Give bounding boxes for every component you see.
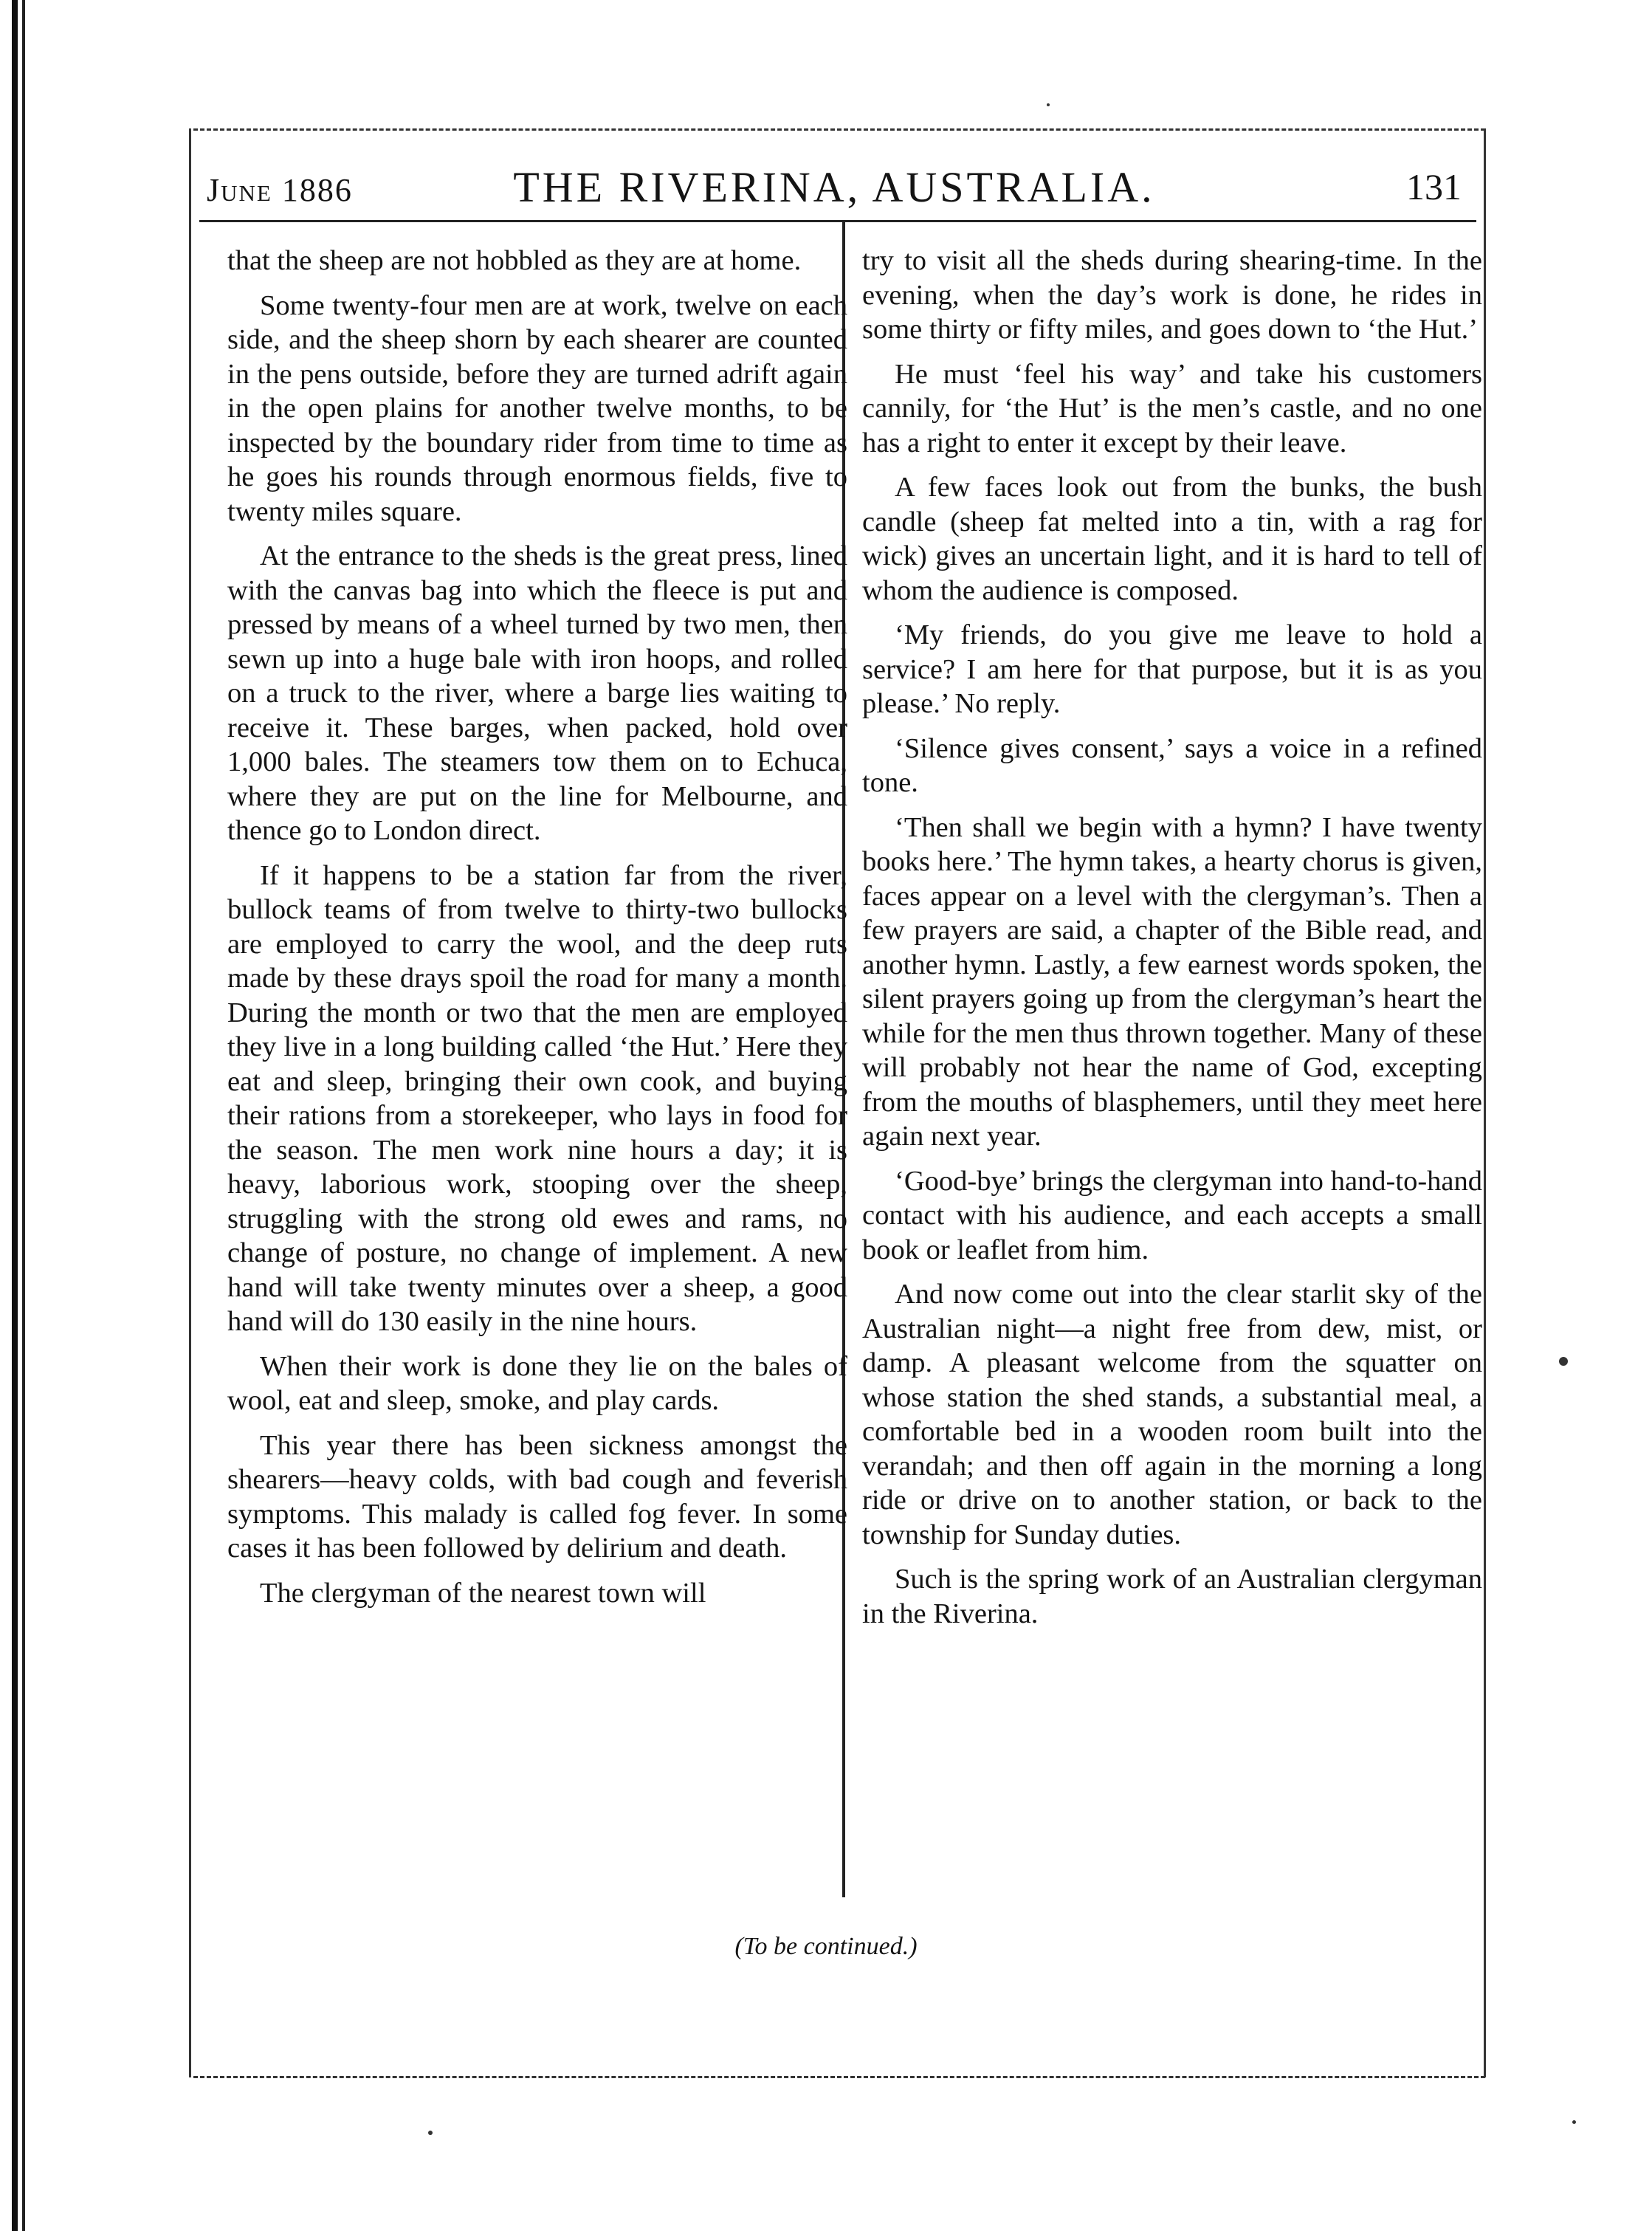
paragraph: ‘Good-bye’ brings the clergyman into hand-to-hand contact with his audience, and each accepts a small book or leaflet from him. (862, 1165, 1482, 1265)
paragraph: If it happens to be a station far from the river, bullock teams of from twelve to thirty-two bullocks are employed to carry the wool, and the deep ruts made by these drays spoil the road for many a month. During the month or two that the men are employed they live in a long building called ‘the Hut.’ Here they eat and sleep, bringing their own cook, and buying their rations from a storekeeper, who lays in food for the season. The men work nine hours a day; it is heavy, laborious work, stooping over the sheep, struggling with the strong old ewes and rams, no change of posture, no change of implement. A new hand will take twenty minutes over a sheep, a good hand will do 130 easily in the nine hours. (227, 859, 847, 1337)
page-frame-right (1484, 128, 1486, 2077)
page-frame-top (193, 128, 1485, 131)
paragraph: Some twenty-four men are at work, twelve on each side, and the sheep shorn by each shearer are counted in the pens outside, before they are turned adrift again in the open plains for another twelve months, to be inspected by the boundary rider from time to time as he goes his rounds through enormous fields, five to twenty miles square. (227, 289, 847, 527)
header-date: June 1886 (207, 172, 353, 208)
paragraph: The clergyman of the nearest town will (260, 1577, 706, 1609)
paragraph: A few faces look out from the bunks, the bush candle (sheep fat melted into a tin, with a rag for wick) gives an uncertain light, and it is hard to tell of whom the audience is composed. (862, 472, 1482, 606)
continuation-note: (To be continued.) (734, 1933, 918, 1960)
binding-edge (12, 0, 18, 2231)
paragraph: that the sheep are not hobbled as they are at home. (227, 245, 802, 276)
header-rule (199, 220, 1476, 222)
paragraph: ‘My friends, do you give me leave to hold a service? I am here for that purpose, but it is as you please.’ No reply. (862, 619, 1482, 719)
paragraph: He must ‘feel his way’ and take his customers cannily, for ‘the Hut’ is the men’s castle, and no one has a right to enter it except by their leave. (862, 358, 1482, 458)
paragraph: ‘Silence gives consent,’ says a voice in a refined tone. (862, 732, 1482, 798)
paragraph: When their work is done they lie on the bales of wool, eat and sleep, smoke, and play cards. (227, 1350, 847, 1416)
page-frame-bottom (193, 2076, 1485, 2078)
header-title: THE RIVERINA, AUSTRALIA. (513, 163, 1155, 211)
paragraph: And now come out into the clear starlit sky of the Australian night—a night free from dew, mist, or damp. A pleasant welcome from the squatter on whose station the shed stands, a substantial meal, a comfortable bed in a wooden room built into the verandah; and then off again in the morning a long ride or drive on to another station, or back to the township for Sunday duties. (862, 1279, 1482, 1550)
ink-speck (1047, 103, 1050, 106)
paragraph: At the entrance to the sheds is the great press, lined with the canvas bag into which the fleece is put and pressed by means of a wheel turned by two men, then sewn up into a huge bale with iron hoops, and rolled on a truck to the river, where a barge lies waiting to receive it. These barges, when packed, hold over 1,000 bales. The steamers tow them on to Echuca, where they are put on the line for Melbourne, and thence go to London direct. (227, 540, 847, 846)
paragraph: Such is the spring work of an Australian clergyman in the Riverina. (862, 1564, 1482, 1629)
page-number: 131 (1406, 166, 1462, 207)
page-frame-left (189, 128, 191, 2077)
binding-edge-inner (22, 0, 25, 2231)
paragraph: ‘Then shall we begin with a hymn? I have twenty books here.’ The hymn takes, a hearty chorus is given, faces appear on a level with the clergyman’s. Then a few prayers are said, a chapter of the Bible read, and another hymn. Lastly, a few earnest words spoken, the silent prayers going up from the clergyman’s heart the while for the men thus thrown together. Many of these will probably not hear the name of God, excepting from the mouths of blasphemers, until they meet here again next year. (862, 811, 1482, 1152)
ink-speck (1559, 1357, 1568, 1366)
left-column (227, 244, 847, 1620)
ink-speck (428, 2131, 433, 2135)
ink-speck (1572, 2120, 1576, 2124)
right-column (862, 244, 1482, 1641)
paragraph: This year there has been sickness amongst the shearers—heavy colds, with bad cough and feverish symptoms. This malady is called fog fever. In some cases it has been followed by delirium and death. (227, 1429, 847, 1564)
paragraph: try to visit all the sheds during shearing-time. In the evening, when the day’s work is done, he rides in some thirty or fifty miles, and goes down to ‘the Hut.’ (862, 245, 1482, 345)
running-header (207, 162, 1462, 214)
